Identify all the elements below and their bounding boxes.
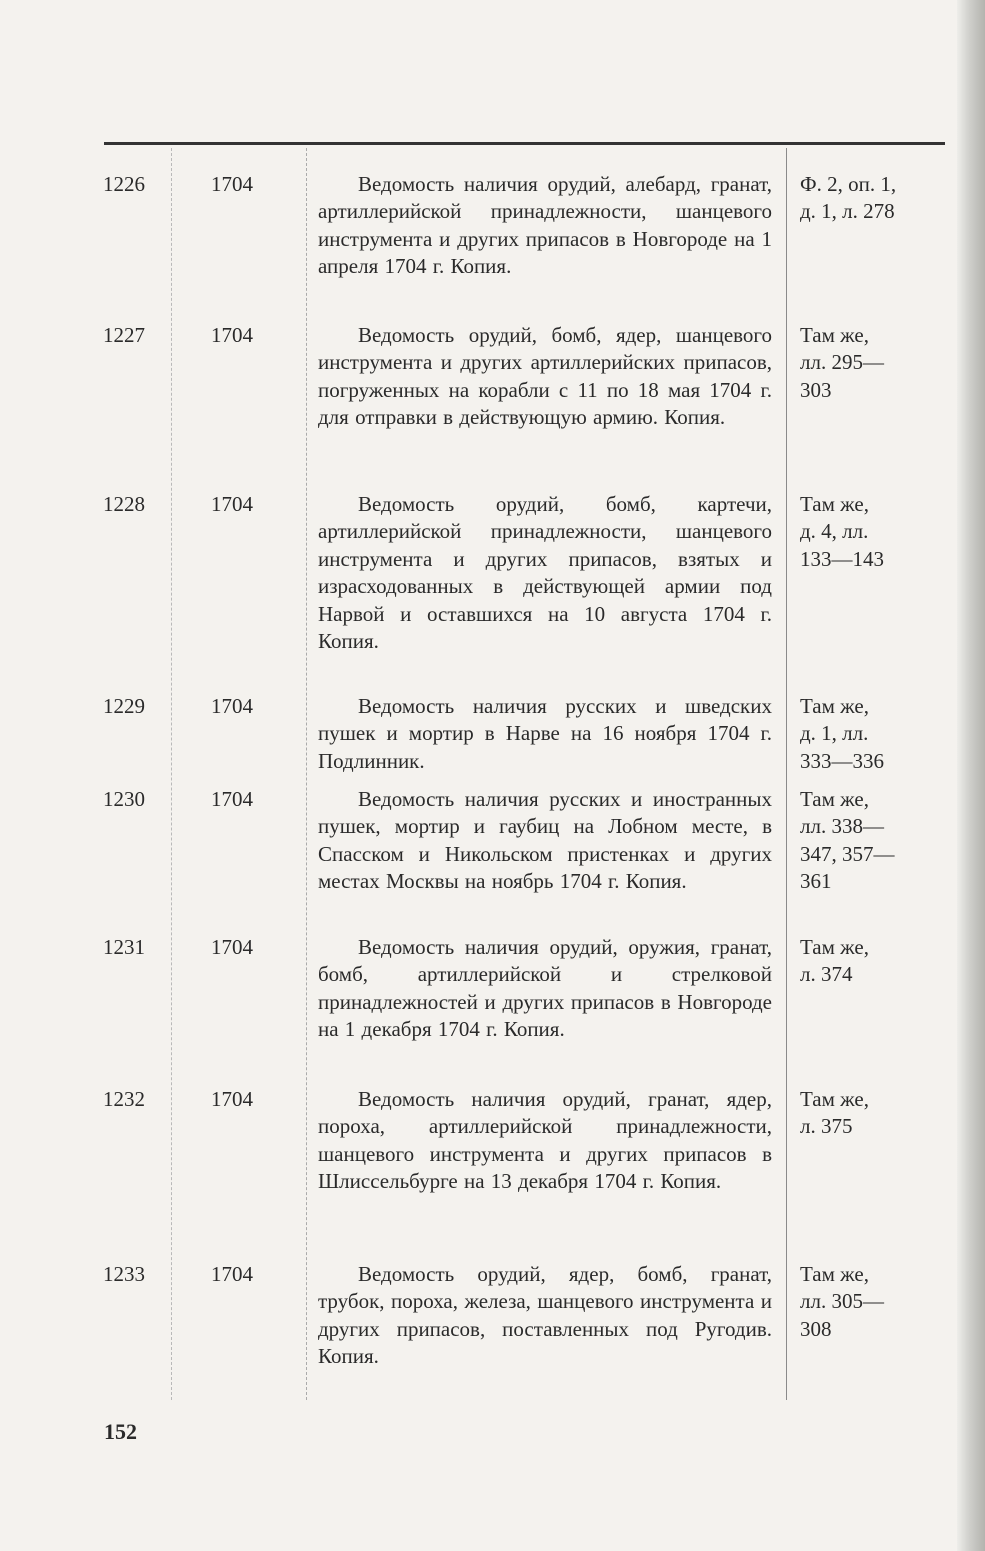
entry-number: 1233 bbox=[103, 1262, 145, 1286]
entry-description: Ведомость наличия русских и шведских пушек и мортир в Нарве на 16 ноября 1704 г. Подлинник. bbox=[318, 694, 772, 773]
entry-number: 1231 bbox=[103, 935, 145, 959]
entry-year: 1704 bbox=[211, 492, 253, 516]
entry-description: Ведомость орудий, бомб, картечи, артиллерийской принадлежности, шанцевого инструмента и других припасов, взятых и израсходованных в действующей армии под Нарвой и оставшихся на 10 августа 1704 г. Копия. bbox=[318, 492, 772, 654]
entry-reference: Там же, лл. 305— 308 bbox=[800, 1262, 884, 1341]
entry-description: Ведомость наличия русских и иностранных пушек, мортир и гаубиц на Лобном месте, в Спасском и Никольском пристенках и других местах Москвы на ноябрь 1704 г. Копия. bbox=[318, 787, 772, 894]
column-divider-1 bbox=[171, 148, 173, 1400]
entry-reference: Там же, д. 1, лл. 333—336 bbox=[800, 694, 884, 773]
table-top-rule bbox=[104, 142, 945, 145]
entry-year: 1704 bbox=[211, 172, 253, 196]
column-divider-3 bbox=[786, 148, 788, 1400]
page-number: 152 bbox=[104, 1419, 137, 1444]
page-edge-shadow bbox=[957, 0, 985, 1551]
entry-number: 1227 bbox=[103, 323, 145, 347]
column-divider-2 bbox=[306, 148, 308, 1400]
entry-year: 1704 bbox=[211, 1262, 253, 1286]
entry-number: 1232 bbox=[103, 1087, 145, 1111]
entry-number: 1228 bbox=[103, 492, 145, 516]
entry-year: 1704 bbox=[211, 935, 253, 959]
entry-reference: Там же, д. 4, лл. 133—143 bbox=[800, 492, 884, 571]
entry-number: 1226 bbox=[103, 172, 145, 196]
entry-year: 1704 bbox=[211, 1087, 253, 1111]
entry-description: Ведомость орудий, бомб, ядер, шанцевого инструмента и других артиллерийских припасов, погруженных на корабли с 11 по 18 мая 1704 г. для отправки в действующую армию. Копия. bbox=[318, 323, 772, 430]
entry-number: 1229 bbox=[103, 694, 145, 718]
entry-description: Ведомость наличия орудий, оружия, гранат, бомб, артиллерийской и стрелковой принадлежностей и других припасов в Новгороде на 1 декабря 1704 г. Копия. bbox=[318, 935, 772, 1042]
entry-description: Ведомость наличия орудий, алебард, гранат, артиллерийской принадлежности, шанцевого инструмента и других припасов в Новгороде на 1 апреля 1704 г. Копия. bbox=[318, 172, 772, 279]
entry-year: 1704 bbox=[211, 694, 253, 718]
entry-reference: Там же, лл. 295— 303 bbox=[800, 323, 884, 402]
entry-number: 1230 bbox=[103, 787, 145, 811]
entry-description: Ведомость орудий, ядер, бомб, гранат, трубок, пороха, железа, шанцевого инструмента и других припасов, поставленных под Ругодив. Копия. bbox=[318, 1262, 772, 1369]
entry-description: Ведомость наличия орудий, гранат, ядер, пороха, артиллерийской принадлежности, шанцевого инструмента и других припасов в Шлиссельбурге на 13 декабря 1704 г. Копия. bbox=[318, 1087, 772, 1194]
entry-year: 1704 bbox=[211, 323, 253, 347]
entry-reference: Там же, л. 375 bbox=[800, 1087, 869, 1139]
entry-reference: Там же, л. 374 bbox=[800, 935, 869, 987]
entry-reference: Ф. 2, оп. 1, д. 1, л. 278 bbox=[800, 172, 897, 224]
entry-year: 1704 bbox=[211, 787, 253, 811]
entry-reference: Там же, лл. 338— 347, 357— 361 bbox=[800, 787, 895, 894]
